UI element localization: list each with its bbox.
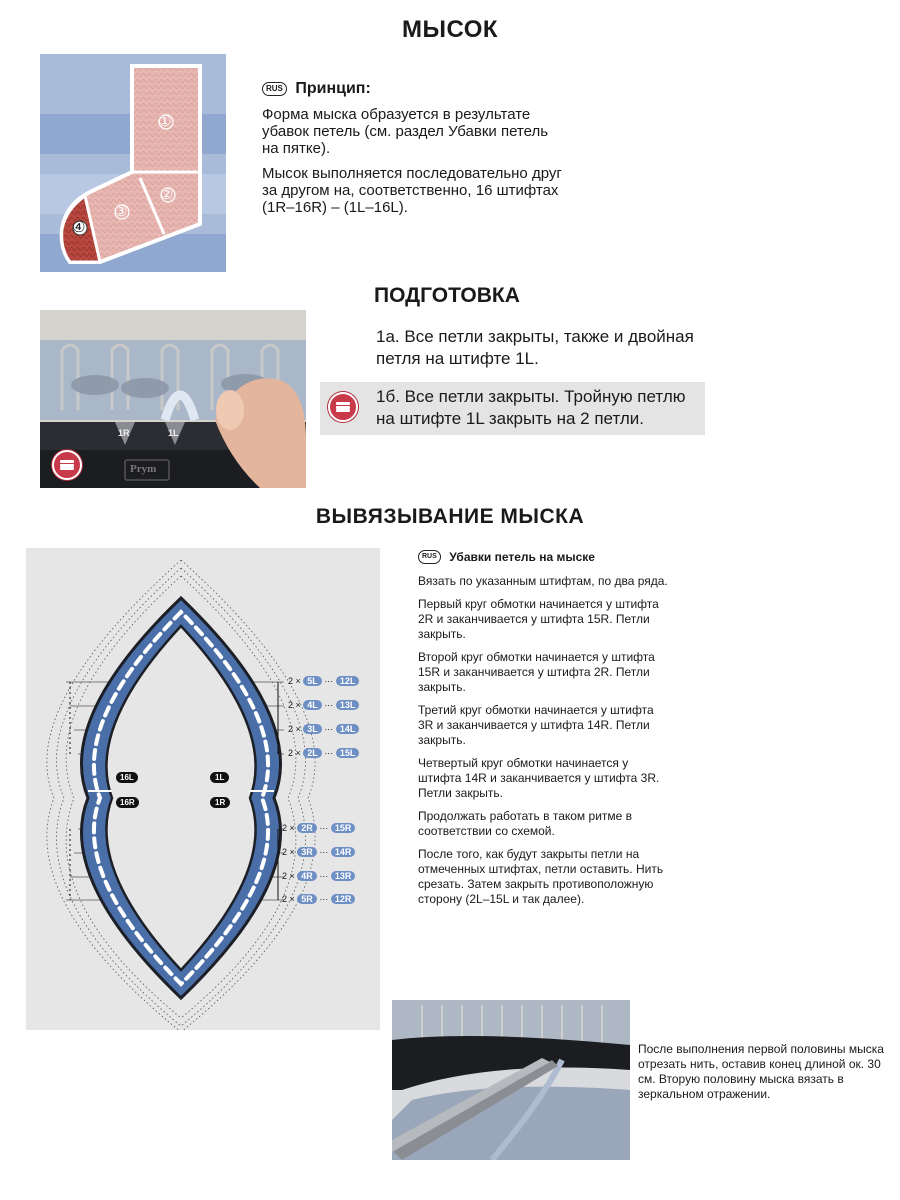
finish-instructions: После выполнения первой половины мыска отрезать нить, оставив конец длиной ок. 30 см. Вторую половину мыска вязать в зеркальном отражении. — [638, 1042, 884, 1101]
lang-badge: RUS — [262, 82, 287, 96]
peg-16r: 16R — [116, 797, 139, 808]
principle-paragraph-1: Форма мыска образуется в результате убавок петель (см. раздел Убавки петель на пятке). — [262, 106, 549, 157]
lang-badge: RUS — [418, 550, 441, 564]
peg-1l: 1L — [210, 772, 229, 783]
decrease-symbol-icon — [52, 450, 82, 480]
prep-step-b-box — [320, 382, 705, 435]
section-title-knit: ВЫВЯЗЫВАНИЕ МЫСКА — [315, 505, 585, 528]
decrease-paragraph-3: Второй круг обмотки начинается у штифта 15R и заканчивается у штифта 2R. Петли закрыть. — [418, 650, 655, 694]
principle-block — [262, 80, 572, 224]
row-label-bottom-2: 2 × 3R ··· 14R — [282, 847, 355, 857]
row-label-top-4: 2 × 2L ··· 15L — [288, 748, 359, 758]
decrease-paragraph-6: Продолжать работать в таком ритме в соответствии со схемой. — [418, 809, 633, 838]
decrease-heading: Убавки петель на мыске — [449, 550, 595, 564]
section-title-prep: ПОДГОТОВКА — [374, 284, 520, 307]
decrease-paragraph-5: Четвертый круг обмотки начинается у штифта 14R и заканчивается у штифта 3R. Петли закрыть. — [418, 756, 660, 800]
sock-label-2: ② — [160, 186, 174, 203]
decrease-paragraph-7: После того, как будут закрыты петли на отмеченных штифтах, петли оставить. Нить срезать. Затем закрыть противоположную сторону (2L–15L и так далее). — [418, 847, 664, 906]
decrease-paragraph-4: Третий круг обмотки начинается у штифта 3R и заканчивается у штифта 14R. Петли закрыть. — [418, 703, 654, 747]
decrease-paragraph-1: Вязать по указанным штифтам, по два ряда. — [418, 574, 668, 588]
cut-yarn-photo — [392, 1000, 630, 1160]
sock-label-1: ① — [158, 113, 172, 130]
section-title-toe: МЫСОК — [401, 16, 499, 43]
row-label-bottom-3: 2 × 4R ··· 13R — [282, 871, 355, 881]
peg-label-1l: 1L — [168, 428, 179, 438]
row-label-top-3: 2 × 3L ··· 14L — [288, 724, 359, 734]
peg-1r: 1R — [210, 797, 230, 808]
row-label-bottom-1: 2 × 2R ··· 15R — [282, 823, 355, 833]
row-label-bottom-4: 2 × 5R ··· 12R — [282, 894, 355, 904]
sock-label-3: ③ — [114, 203, 128, 220]
sock-label-4: ④ — [72, 219, 86, 236]
decrease-instructions — [418, 548, 668, 915]
peg-label-1r: 1R — [118, 428, 130, 438]
prep-step-b: 1б. Все петли закрыты. Тройную петлю на штифте 1L закрыть на 2 петли. — [376, 387, 686, 428]
principle-heading: Принцип: — [295, 80, 371, 97]
principle-paragraph-2: Мысок выполняется последовательно друг за другом на, соответственно, 16 штифтах (1R–16R) – (1L–16L). — [262, 165, 562, 216]
row-label-top-1: 2 × 5L ··· 12L — [288, 676, 359, 686]
peg-16l: 16L — [116, 772, 138, 783]
toe-loom-diagram — [26, 548, 380, 1030]
sock-diagram-image — [40, 54, 226, 272]
prep-step-a: 1а. Все петли закрыты, также и двойная петля на штифте 1L. — [376, 327, 694, 368]
brand-logo: Prym — [130, 463, 157, 475]
loom-photo-prep — [40, 310, 306, 488]
row-label-top-2: 2 × 4L ··· 13L — [288, 700, 359, 710]
decrease-paragraph-2: Первый круг обмотки начинается у штифта 2R и заканчивается у штифта 15R. Петли закрыть. — [418, 597, 659, 641]
decrease-symbol-icon — [328, 392, 358, 422]
